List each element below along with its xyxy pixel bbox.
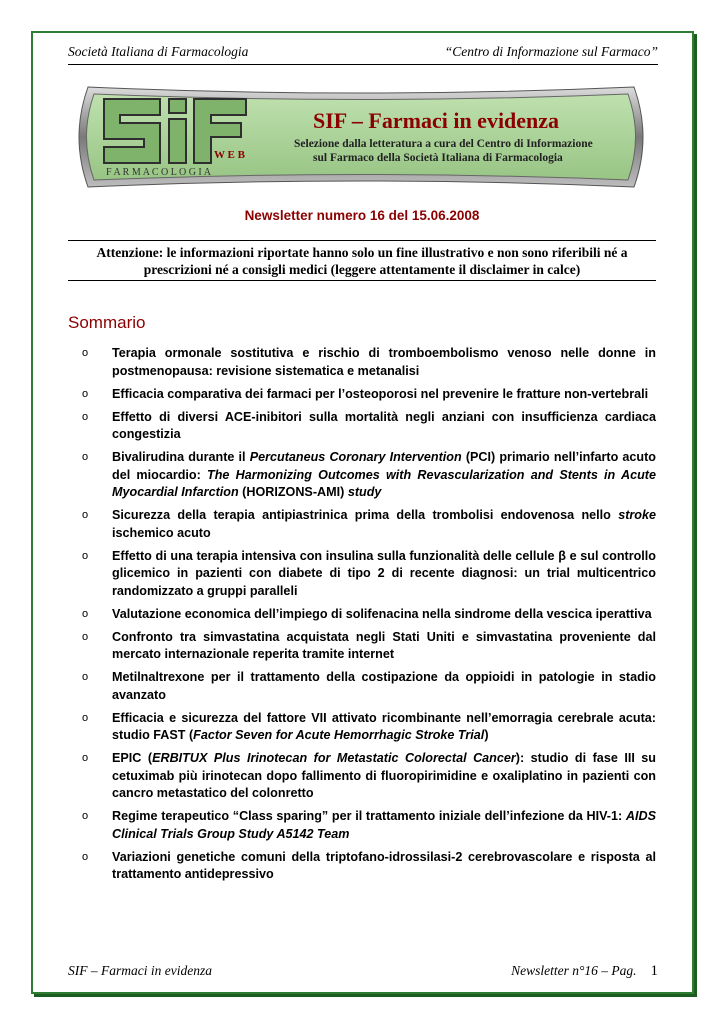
summary-item xyxy=(68,386,656,404)
summary-item xyxy=(68,669,656,704)
summary-item-text: Effetto di diversi ACE-inibitori sulla mortalità negli anziani con insufficienza cardiaca congestizia xyxy=(112,409,656,441)
bullet-marker: o xyxy=(82,711,89,724)
summary-item xyxy=(68,629,656,664)
summary-item xyxy=(68,345,656,380)
svg-text:W E B: W E B xyxy=(214,149,245,161)
header-right: “Centro di Informazione sul Farmaco” xyxy=(444,44,658,59)
banner-title: SIF – Farmaci in evidenza xyxy=(313,108,560,133)
bullet-marker: o xyxy=(82,410,89,423)
summary-item-text: ERBITUX Plus Irinotecan for Metastatic Colorectal Cancer xyxy=(152,751,516,765)
banner-subtitle-2: sul Farmaco della Società Italiana di Farmacologia xyxy=(313,152,563,164)
summary-item-text: ischemico acuto xyxy=(112,525,211,540)
bullet-marker: o xyxy=(82,752,89,764)
summary-item-text: AIDS Clinical Trials Group Study A5142 Team xyxy=(112,809,656,841)
sif-banner xyxy=(68,83,654,191)
summary-list xyxy=(68,345,656,889)
summary-item-text: Regime terapeutico “Class sparing” per il trattamento iniziale dell’infezione da HIV-1: xyxy=(112,809,626,823)
header-left: Società Italiana di Farmacologia xyxy=(68,44,249,59)
summary-item-text: ): studio di fase III su cetuximab più irinotecan dopo fallimento di fluoropirimidine e oxaliplatino in pazienti con cancro metastatico del colonretto xyxy=(112,751,657,800)
summary-item-text: Metilnaltrexone per il trattamento della costipazione da oppioidi in patologie in stadio avanzato xyxy=(112,670,656,702)
bullet-marker: o xyxy=(82,509,89,521)
bullet-marker: o xyxy=(82,607,89,620)
summary-item xyxy=(68,710,656,745)
summary-item-text: Bivalirudina durante il xyxy=(112,450,250,464)
summary-item-text: stroke xyxy=(618,508,656,522)
page-header xyxy=(68,44,658,65)
attention-box: Attenzione: le informazioni riportate hanno solo un fine illustrativo e non sono riferibili né a prescrizioni né a consigli medici (leggere attentamente il disclaimer in calce) xyxy=(68,240,656,281)
summary-item xyxy=(68,606,656,624)
summary-item xyxy=(68,808,656,843)
svg-text:F A R M A C O L O G I A: F A R M A C O L O G I A xyxy=(106,167,211,178)
page-number: 1 xyxy=(650,963,658,979)
summary-item xyxy=(68,849,656,884)
summary-item-text: Factor Seven for Acute Hemorrhagic Stroke Trial xyxy=(193,728,485,742)
summary-item-text: Effetto di una terapia intensiva con insulina sulla funzionalità delle cellule β e sul controllo glicemico in pazienti con diabete di tipo 2 di recente diagnosi: un trial multicentrico randomizzato a gruppi paralleli xyxy=(112,548,656,598)
summary-item-text: Terapia ormonale sostitutiva e rischio di tromboembolismo venoso nelle donne in postmenopausa: revisione sistematica e metanalisi xyxy=(112,346,656,378)
banner-subtitle-1: Selezione dalla letteratura a cura del Centro di Informazione xyxy=(294,138,593,150)
summary-item-text: Efficacia comparativa dei farmaci per l’osteoporosi nel prevenire le fratture non-vertebrali xyxy=(112,386,649,401)
summary-item-text: Valutazione economica dell’impiego di solifenacina nella sindrome della vescica iperattiva xyxy=(112,606,652,621)
summary-item-text: (PCI) primario nell’infarto acuto del miocardio: xyxy=(112,450,656,482)
bullet-marker: o xyxy=(82,387,89,400)
newsletter-title: Newsletter numero 16 del 15.06.2008 xyxy=(244,208,480,223)
summary-item-text: Sicurezza della terapia antipiastrinica prima della trombolisi endovenosa nello xyxy=(112,508,619,522)
summary-item-text: (HORIZONS-AMI) xyxy=(238,485,348,499)
summary-item-text: ) xyxy=(484,728,489,742)
summary-item xyxy=(68,507,656,542)
footer-left: SIF – Farmaci in evidenza xyxy=(68,963,212,978)
footer-right: Newsletter n°16 – Pag. 1 xyxy=(511,963,658,979)
summary-item-text: Efficacia e sicurezza del fattore VII attivato ricombinante nell’emorragia cerebrale acuta: studio FAST ( xyxy=(112,710,656,742)
bullet-marker: o xyxy=(82,671,89,683)
summary-item xyxy=(68,409,656,444)
summary-item-text: EPIC ( xyxy=(112,751,153,765)
summary-item xyxy=(68,750,656,803)
summary-item-text: study xyxy=(347,485,382,499)
summary-item xyxy=(68,449,656,502)
summary-item xyxy=(68,548,656,601)
sommario-heading: Sommario xyxy=(68,313,146,332)
bullet-marker: o xyxy=(82,810,89,822)
summary-item-text: Variazioni genetiche comuni della triptofano-idrossilasi-2 cerebrovascolare e risposta al trattamento antidepressivo xyxy=(112,849,656,881)
bullet-marker: o xyxy=(82,630,89,643)
bullet-marker: o xyxy=(82,347,89,359)
bullet-marker: o xyxy=(82,451,89,463)
summary-item-text: The Harmonizing Outcomes with Revascularization and Stents in Acute Myocardial Infarction xyxy=(112,467,657,499)
summary-item-text: Confronto tra simvastatina acquistata negli Stati Uniti e simvastatina proveniente dal mercato internazionale reperita tramite internet xyxy=(112,629,656,661)
bullet-marker: o xyxy=(82,549,89,562)
summary-item-text: Percutaneus Coronary Intervention xyxy=(249,450,462,464)
bullet-marker: o xyxy=(82,850,89,863)
